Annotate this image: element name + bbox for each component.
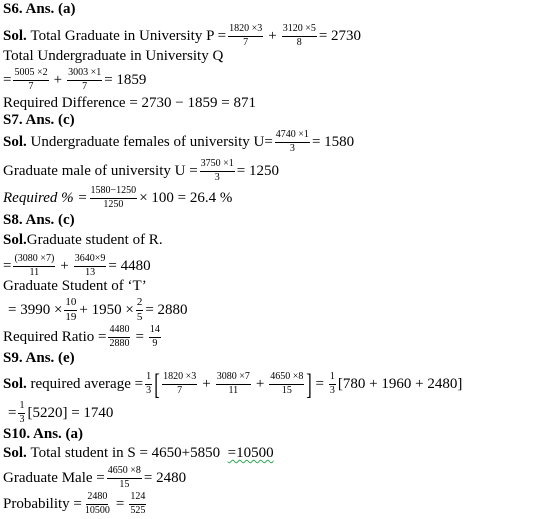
s8-line-2: = $\frac{(3080 \times 7)}{11}$ + $\frac{3640\times 9}{13}$ = 4480 bbox=[3, 253, 151, 278]
s10-f3-den: 525 bbox=[130, 504, 146, 516]
s8-line-4 bbox=[8, 297, 188, 323]
s9-f1-den: 7 bbox=[177, 384, 183, 396]
s7-line1-result: = 1580 bbox=[311, 133, 355, 150]
s10-line2-result: = 2480 bbox=[143, 469, 187, 486]
s8-heading bbox=[3, 213, 75, 228]
s8-line4-lead: = 3990 × bbox=[8, 301, 63, 318]
s10-f2-den: 10500 bbox=[84, 504, 110, 516]
s8-line2-result: = 4480 bbox=[108, 257, 151, 274]
s9-fraction-3 bbox=[269, 372, 304, 396]
s10-line2-text: Graduate Male = bbox=[3, 469, 105, 486]
s9-f0-num: 1 bbox=[145, 372, 152, 385]
s8-line4-result: = 2880 bbox=[145, 301, 188, 318]
s10-line-3: Probability = $\frac{2480}{10500}$ = $\frac{124}{525}$ bbox=[3, 491, 146, 516]
s7-line3-text: Required % = bbox=[3, 189, 88, 206]
s10-line-2 bbox=[3, 466, 186, 490]
s6-fraction-4 bbox=[67, 68, 102, 92]
s9-line-2 bbox=[8, 401, 113, 425]
s10-line1-text: Total student in S = 4650+5850 bbox=[30, 445, 221, 461]
s7-heading-text: S7. Ans. (c) bbox=[3, 112, 75, 128]
s7-line3-result: × 100 = 26.4 % bbox=[139, 189, 233, 206]
s7-line-1 bbox=[3, 130, 354, 154]
s7-sol-label: Sol. bbox=[3, 133, 27, 150]
s8-f6-den: 9 bbox=[152, 337, 158, 349]
s10-line-1 bbox=[3, 446, 274, 461]
s6-line-1: Sol. Total Graduate in University P = $\frac{1820 \times 3}{7}$ + $\frac{3120 \times 5}{8}$ = 2730 bbox=[3, 23, 362, 48]
s7-line1-text: Undergraduate females of university U= bbox=[30, 133, 273, 150]
s8-f5-num: 4480 bbox=[108, 325, 130, 338]
s6-line1-text: Total Graduate in University P = bbox=[30, 27, 227, 44]
s7-f3-num: 1580−1250 bbox=[90, 186, 138, 199]
s10-line3-text: Probability = bbox=[3, 495, 82, 512]
s9-f1-num: 1820 ×3 bbox=[162, 372, 197, 385]
s6-line4-text: Required Difference = 2730 − 1859 = 871 bbox=[3, 95, 256, 111]
s9-f4-den: 3 bbox=[329, 384, 335, 396]
s10-sol-label: Sol. bbox=[3, 445, 27, 461]
s10-f2-num: 2480 bbox=[86, 492, 108, 505]
s8-line-3 bbox=[3, 279, 147, 294]
s7-f2-num: 3750 ×1 bbox=[200, 159, 235, 172]
s6-line2-text: Total Undergraduate in University Q bbox=[3, 48, 224, 64]
s10-heading-text: S10. Ans. (a) bbox=[3, 426, 84, 442]
s9-f0-den: 3 bbox=[146, 384, 152, 396]
s9-f2-den: 11 bbox=[228, 384, 239, 396]
s8-f1-den: 11 bbox=[29, 266, 40, 278]
s10-f3-num: 124 bbox=[129, 492, 146, 505]
s8-f6-num: 14 bbox=[149, 325, 161, 338]
s8-f5-den: 2880 bbox=[109, 337, 130, 349]
s6-line-3: = $\frac{5005 \times 2}{7}$ + $\frac{3003 \times 1}{7}$ = 1859 bbox=[3, 67, 147, 92]
s8-f1-num: (3080 ×7) bbox=[13, 254, 55, 267]
s6-line3-eq: = bbox=[3, 71, 12, 88]
s6-line-4 bbox=[3, 96, 256, 111]
s8-heading-text: S8. Ans. (c) bbox=[3, 212, 75, 228]
s9-line2-result: [5220] = 1740 bbox=[27, 404, 114, 421]
s6-line-2 bbox=[3, 49, 223, 64]
s6-fraction-2 bbox=[282, 24, 317, 48]
s8-f4-num: 2 bbox=[136, 297, 144, 311]
s8-f4-den: 5 bbox=[136, 310, 143, 323]
s8-line4-mid: + 1950 × bbox=[79, 301, 134, 318]
s7-line2-text: Graduate male of university U = bbox=[3, 162, 198, 179]
s6-line3-result: = 1859 bbox=[104, 71, 147, 88]
s8-line1-text: Graduate student of R. bbox=[26, 232, 163, 248]
s9-line2-lead: = bbox=[8, 404, 17, 421]
s8-fraction-2 bbox=[74, 254, 107, 278]
s6-f1-num: 1820 ×3 bbox=[228, 24, 263, 37]
s7-line-3 bbox=[3, 186, 232, 210]
s9-f5-den: 3 bbox=[19, 413, 25, 425]
s7-line2-result: = 1250 bbox=[236, 162, 280, 179]
s10-fraction-3 bbox=[129, 492, 146, 516]
s9-heading bbox=[3, 351, 75, 366]
s8-f3-num: 10 bbox=[64, 297, 77, 311]
s8-line-5: Required Ratio = $\frac{4480}{2880}$ = $\frac{14}{9}$ bbox=[3, 324, 160, 349]
s9-fraction-5 bbox=[18, 401, 25, 425]
s10-f1-num: 4650 ×8 bbox=[107, 466, 142, 479]
s9-f4-num: 1 bbox=[329, 372, 336, 385]
s8-line5-text: Required Ratio = bbox=[3, 328, 107, 345]
s9-fraction-4 bbox=[329, 372, 336, 396]
s7-fraction-2 bbox=[200, 159, 235, 183]
s6-line1-result: = 2730 bbox=[318, 27, 362, 44]
s9-line1-tail: [780 + 1960 + 2480] bbox=[337, 375, 463, 392]
s9-line1-text: required average = bbox=[30, 375, 144, 392]
s6-heading-text: S6. Ans. (a) bbox=[3, 1, 76, 17]
s7-f1-num: 4740 ×1 bbox=[275, 130, 310, 143]
s10-f1-den: 15 bbox=[119, 478, 130, 490]
s6-heading bbox=[3, 2, 76, 17]
s9-fraction-2 bbox=[216, 372, 251, 396]
s6-f4-den: 7 bbox=[82, 80, 88, 92]
s8-line2-eq: = bbox=[3, 257, 12, 274]
s8-fraction-4 bbox=[136, 297, 144, 323]
s7-fraction-3 bbox=[90, 186, 138, 210]
s6-fraction-1 bbox=[228, 24, 263, 48]
s10-fraction-1 bbox=[107, 466, 142, 490]
s9-sol-label: Sol. bbox=[3, 375, 27, 392]
s9-f5-num: 1 bbox=[18, 401, 25, 414]
s6-sol-label: Sol. bbox=[3, 27, 27, 44]
s9-f3-num: 4650 ×8 bbox=[269, 372, 304, 385]
s9-line-1: Sol. required average = $\frac{1}{3}$ [ $\frac{1820 \times 3}{7}$ + $\frac{3080 \times 7}{11}$ + $\frac{4650 \times 8}{15}$ ] = $\frac{1}{3}$ [780 + 1960 + 2480] bbox=[3, 367, 463, 401]
s6-f2-den: 8 bbox=[296, 36, 302, 48]
s8-line3-text: Graduate Student of ‘T’ bbox=[3, 278, 147, 294]
s6-f3-num: 5005 ×2 bbox=[13, 68, 48, 81]
s6-f2-num: 3120 ×5 bbox=[282, 24, 317, 37]
s7-f2-den: 3 bbox=[214, 171, 220, 183]
s7-fraction-1 bbox=[275, 130, 310, 154]
s10-heading bbox=[3, 427, 83, 442]
s8-fraction-3 bbox=[64, 297, 77, 323]
s9-heading-text: S9. Ans. (e) bbox=[3, 350, 75, 366]
s8-line-1 bbox=[3, 233, 163, 248]
s7-f1-den: 3 bbox=[289, 142, 295, 154]
s8-sol-label: Sol. bbox=[3, 232, 27, 248]
s8-f3-den: 19 bbox=[65, 310, 77, 323]
s7-f3-den: 1250 bbox=[103, 198, 124, 210]
s6-fraction-3 bbox=[13, 68, 48, 92]
s9-f3-den: 15 bbox=[281, 384, 292, 396]
s9-f2-num: 3080 ×7 bbox=[216, 372, 251, 385]
s10-line1-result: =10500 bbox=[227, 445, 274, 461]
s8-f2-num: 3640×9 bbox=[74, 254, 107, 267]
s9-fraction-1 bbox=[162, 372, 197, 396]
s6-f4-num: 3003 ×1 bbox=[67, 68, 102, 81]
s7-line-2 bbox=[3, 159, 279, 183]
s6-f3-den: 7 bbox=[28, 80, 34, 92]
s8-fraction-5 bbox=[108, 325, 130, 349]
s7-heading bbox=[3, 113, 75, 128]
s8-fraction-6 bbox=[149, 325, 161, 349]
s6-f1-den: 7 bbox=[243, 36, 249, 48]
s10-fraction-2 bbox=[84, 492, 111, 516]
s8-fraction-1 bbox=[13, 254, 55, 278]
s9-fraction-0 bbox=[145, 372, 152, 396]
s8-f2-den: 13 bbox=[85, 266, 96, 278]
